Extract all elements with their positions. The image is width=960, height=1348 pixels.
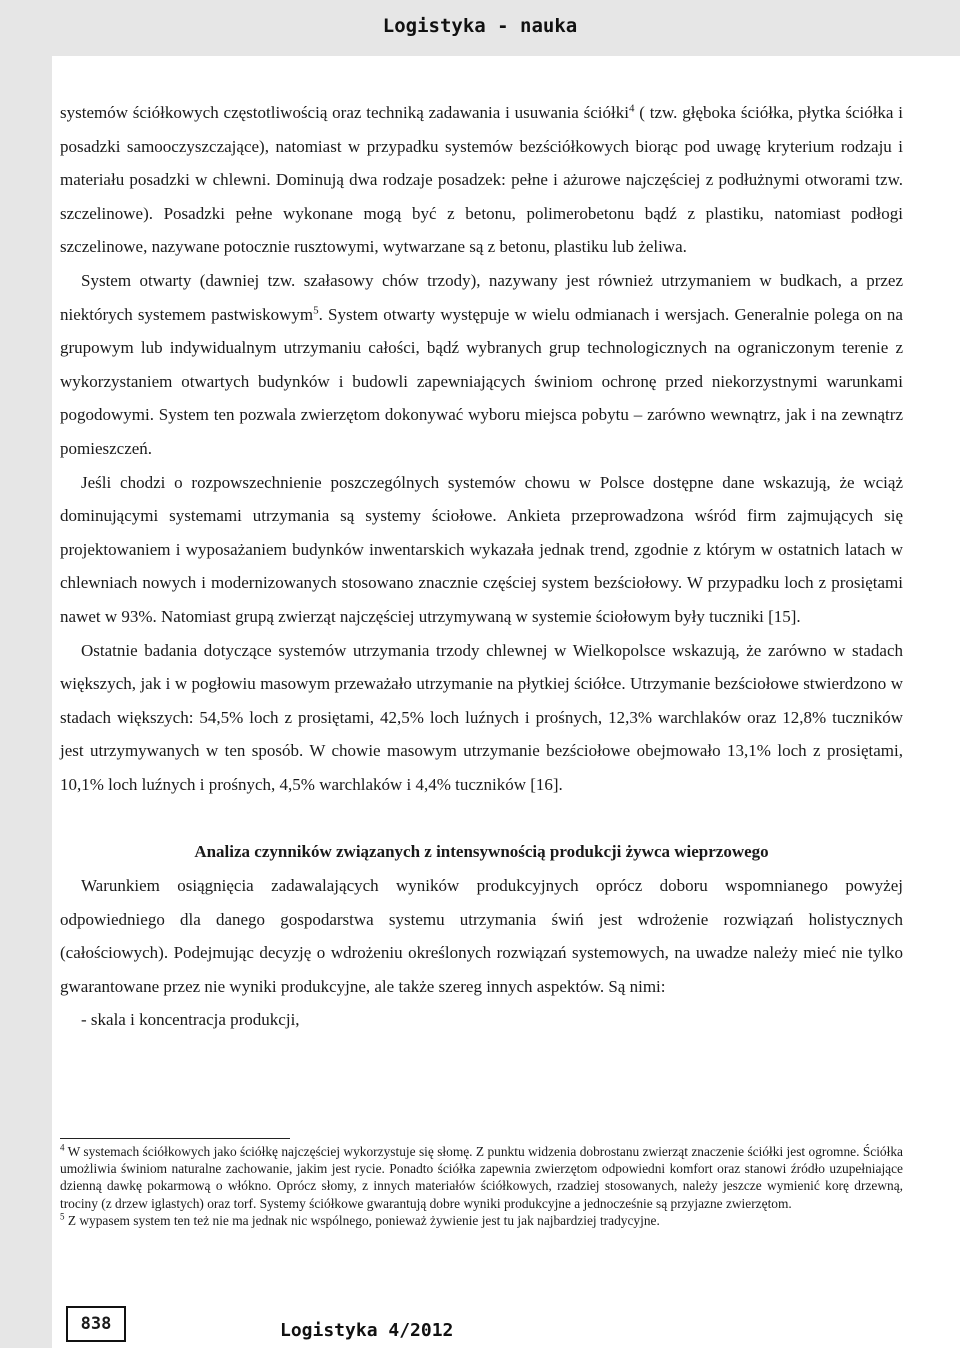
paragraph-1 xyxy=(60,96,903,264)
section-heading: Analiza czynników związanych z intensywnością produkcji żywca wieprzowego xyxy=(194,842,769,862)
footnote-5 xyxy=(60,1212,903,1229)
paragraph-2 xyxy=(60,264,903,466)
paragraph-1-text-b: ( tzw. głęboka ściółka, płytka ściółka i posadzki samooczyszczające), natomiast w przypadku systemów bezściółkowych biorąc pod uwagę kryterium rodzaju i materiału posadzki w chlewni. Dominują dwa rodzaje posadzek: pełne i ażurowe najczęściej z podłużnymi otworami tzw. szczelinowe). Posadzki pełne wykonane mogą być z betonu, polimerobetonu bądź z plastiku, natomiast podłogi szczelinowe, nazywane potocznie rusztowymi, wytwarzane są z betonu, plastiku lub żeliwa. xyxy=(60,103,903,257)
footnote-4-text: W systemach ściółkowych jako ściółkę najczęściej wykorzystuje się słomę. Z punktu widzenia dobrostanu zwierząt znaczenie ściółki jest ogromne. Ściółka umożliwia świniom naturalne zachowanie, jakim jest rycie. Ponadto ściółka zapewnia zwierzętom odpowiedni komfort oraz stanowi źródło uzupełniające dzienną dawkę pokarmową o włókno. Oprócz słomy, z innych materiałów ściółkowych, rzadziej stosowanych, należy jeszcze wymienić korę drzewną, trociny (z drzew iglastych) oraz torf. Systemy ściółkowe gwarantują dobre wyniki produkcyjne a jednocześnie są przyjazne zwierzętom. xyxy=(60,1144,903,1211)
journal-footer: Logistyka 4/2012 xyxy=(280,1320,454,1341)
list-item: - skala i koncentracja produkcji, xyxy=(81,1010,300,1030)
page-number: 838 xyxy=(66,1306,126,1342)
footnote-4 xyxy=(60,1143,903,1212)
footnotes xyxy=(60,1143,903,1229)
paragraph-1-text-a: systemów ściółkowych częstotliwością oraz techniką zadawania i usuwania ściółki xyxy=(60,103,629,122)
paragraph-2-text-b: . System otwarty występuje w wielu odmianach i wersjach. Generalnie polega on na grupowym lub indywidualnym utrzymaniu całości, bądź wybranych grup technologicznych na ograniczonym terenie z wykorzystaniem otwartych budynków i budowli zapewniających świniom ochronę przed niekorzystnymi warunkami pogodowymi. System ten pozwala zwierzętom dokonywać wyboru miejsca pobytu – zarówno wewnątrz, jak i na zewnątrz pomieszczeń. xyxy=(60,304,903,458)
paragraph-3: Jeśli chodzi o rozpowszechnienie poszczególnych systemów chowu w Polsce dostępne dane wskazują, że wciąż dominującymi systemami utrzymania są systemy ściołowe. Ankieta przeprowadzona wśród firm zajmujących się projektowaniem i wyposażaniem budynków inwentarskich wykazała jednak trend, zgodnie z którym w ostatnich latach w chlewniach nowych i modernizowanych stosowano znacznie częściej system bezściołowy. W przypadku loch z prosiętami nawet w 93%. Natomiast grupą zwierząt najczęściej utrzymywaną w systemie ściołowym były tuczniki [15]. xyxy=(60,472,903,626)
paragraph-2-text-a: System otwarty (dawniej tzw. szałasowy chów trzody), nazywany jest również utrzymaniem w budkach, a przez niektórych systemem pastwiskowym xyxy=(60,270,903,324)
left-margin-band xyxy=(0,0,52,1348)
article-body xyxy=(60,96,903,1037)
footnote-ref-5: 5 xyxy=(313,303,319,316)
running-header: Logistyka - nauka xyxy=(382,15,578,37)
footnote-5-text: Z wypasem system ten też nie ma jednak nic wspólnego, ponieważ żywienie jest tu jak najbardziej tradycyjne. xyxy=(64,1212,660,1228)
header-band xyxy=(0,0,960,56)
footnote-divider xyxy=(60,1138,290,1139)
paragraph-5: Warunkiem osiągnięcia zadawalających wyników produkcyjnych oprócz doboru wspomnianego powyżej odpowiedniego dla danego gospodarstwa systemu utrzymania świń jest wdrożenie rozwiązań holistycznych (całościowych). Podejmując decyzję o wdrożeniu określonych rozwiązań systemowych, na uwadze należy mieć nie tylko gwarantowane przez nie wyniki produkcyjne, ale także szereg innych aspektów. Są nimi: xyxy=(60,876,903,996)
footnote-ref-4: 4 xyxy=(628,102,635,115)
paragraph-4: Ostatnie badania dotyczące systemów utrzymania trzody chlewnej w Wielkopolsce wskazują, że zarówno w stadach większych, jak i w pogłowiu masowym przeważało utrzymanie na płytkiej ściółce. Utrzymanie bezściołowe stwierdzono w stadach większych: 54,5% loch z prosiętami, 42,5% loch luźnych i prośnych, 12,3% warchlaków oraz 12,8% tuczników jest utrzymywanych w ten sposób. W chowie masowym utrzymanie bezściołowe obejmowało 13,1% loch z prosiętami, 10,1% loch luźnych i prośnych, 4,5% warchlaków i 4,4% tuczników [16]. xyxy=(60,640,903,794)
footnote-5-mark: 5 xyxy=(60,1211,65,1222)
footnote-4-mark: 4 xyxy=(60,1142,65,1153)
